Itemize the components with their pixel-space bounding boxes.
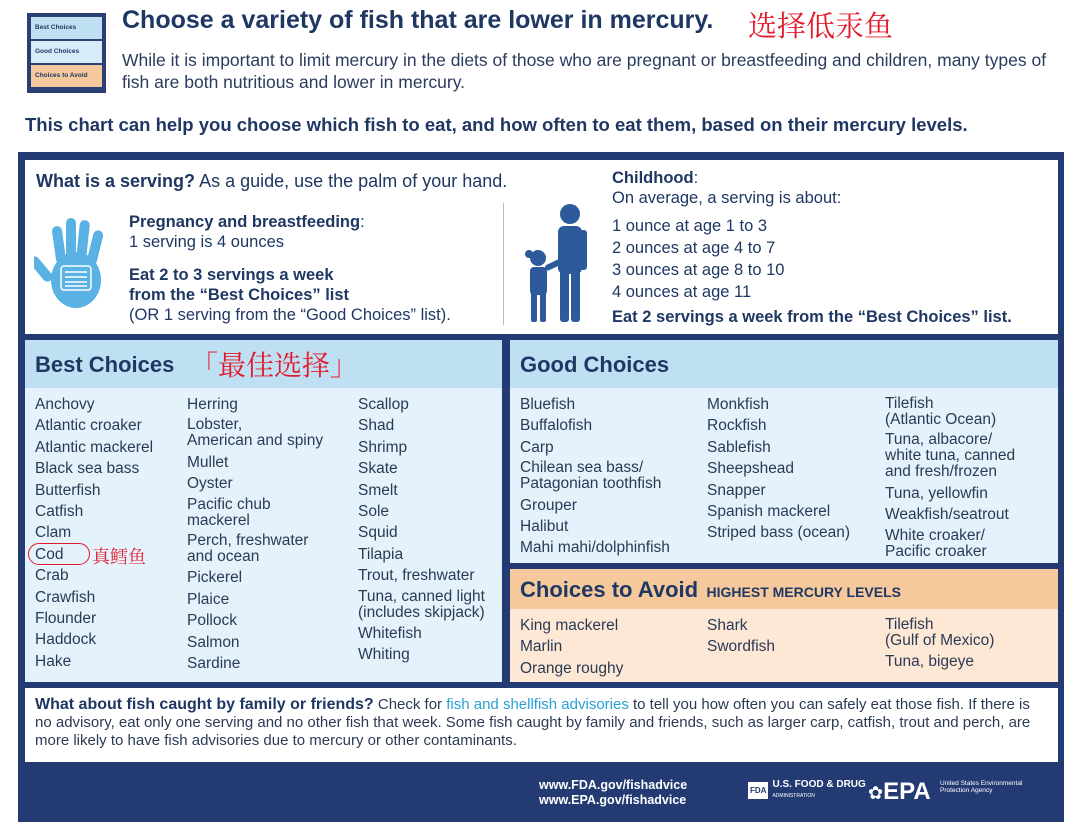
fish-item: Orange roughy: [520, 659, 624, 677]
avoid-subtitle: HIGHEST MERCURY LEVELS: [706, 584, 901, 600]
page-title-cn-annotation: 选择低汞鱼: [748, 9, 894, 43]
pregnancy-serving: 1 serving is 4 ounces: [129, 233, 285, 251]
fish-item: Clam: [35, 524, 72, 542]
fda-sub: ADMINISTRATION: [772, 793, 815, 799]
fish-item: Grouper: [520, 496, 577, 514]
cod-highlight-circle: [28, 543, 90, 565]
note-question: What about fish caught by family or friends?: [35, 696, 374, 713]
fish-item: Perch, freshwater: [187, 531, 309, 549]
fish-item: Herring: [187, 396, 238, 413]
fish-item: Butterfish: [35, 481, 101, 499]
fish-item: Skate: [358, 460, 398, 478]
epa-logo: [868, 778, 931, 806]
fish-item: Scallop: [358, 396, 409, 413]
fish-item: Buffalofish: [520, 417, 593, 435]
chart-legend-thumbnail: [27, 13, 106, 93]
epa-wordmark: EPA: [883, 778, 931, 805]
footer-links: [539, 778, 687, 808]
childhood-colon: :: [693, 169, 699, 187]
note-pre: Check for: [377, 696, 443, 713]
fish-item: Smelt: [358, 481, 398, 499]
fish-item: Weakfish/seatrout: [885, 506, 1009, 524]
fish-item: Mullet: [187, 453, 229, 471]
childhood-heading: [612, 168, 698, 188]
age-serving: 4 ounces at age 11: [612, 283, 752, 301]
fish-item: Lobster,: [187, 416, 243, 434]
fish-item: Hake: [35, 652, 72, 670]
fda-logo: [748, 780, 866, 801]
fish-item: American and spiny: [187, 432, 324, 450]
fish-item: Pacific croaker: [885, 542, 987, 560]
fish-item-cod: Cod: [35, 545, 64, 563]
epa-agency-name: United States Environmental Protection Agency: [940, 780, 1023, 794]
fish-item: Black sea bass: [35, 460, 140, 478]
fish-item: Patagonian toothfish: [520, 475, 662, 493]
legend-best: Best Choices: [31, 17, 102, 39]
pregnancy-heading: [129, 212, 365, 232]
family-fish-note: [25, 688, 1058, 762]
pregnancy-title: Pregnancy and breastfeeding: [129, 213, 361, 231]
fish-item: Tilapia: [358, 545, 404, 563]
fish-item: Atlantic croaker: [35, 417, 142, 435]
fish-item: White croaker/: [885, 526, 985, 544]
fish-item: and ocean: [187, 547, 260, 565]
age-serving: 2 ounces at age 4 to 7: [612, 239, 776, 257]
age-serving: 1 ounce at age 1 to 3: [612, 217, 768, 235]
fish-item: Crab: [35, 567, 69, 585]
fish-item: Plaice: [187, 590, 230, 608]
fish-item: Snapper: [707, 481, 766, 499]
fish-item: Catfish: [35, 502, 84, 520]
fish-item: Sardine: [187, 654, 241, 672]
avoid-title: Choices to Avoid: [520, 577, 699, 602]
fish-item: Sheepshead: [707, 460, 795, 478]
good-choices-title: Good Choices: [520, 352, 670, 377]
good-col-2: [707, 396, 850, 546]
good-col-1: [520, 396, 670, 561]
fish-item: Tuna, albacore/: [885, 431, 993, 449]
fish-item: Trout, freshwater: [358, 567, 475, 585]
fish-item: Whiting: [358, 646, 410, 664]
fish-item: and fresh/frozen: [885, 463, 998, 481]
fish-item: Halibut: [520, 517, 569, 535]
fish-item: Squid: [358, 524, 398, 542]
fish-item: Striped bass (ocean): [707, 524, 851, 542]
fish-item: King mackerel: [520, 617, 619, 634]
fda-link[interactable]: www.FDA.gov/fishadvice: [539, 778, 688, 792]
childhood-eat: Eat 2 servings a week from the “Best Choices” list.: [612, 308, 1012, 326]
page-subtitle: While it is important to limit mercury in the diets of those who are pregnant or breastfeeding and children, many types of fish are both nutritious and lower in mercury.: [122, 50, 1047, 92]
fish-item: Anchovy: [35, 396, 95, 413]
page-title: Choose a variety of fish that are lower in mercury.: [122, 6, 714, 34]
best-col-3: [358, 396, 485, 668]
serving-heading: [36, 170, 507, 192]
fish-item: Rockfish: [707, 417, 767, 435]
pregnancy-eat-1: Eat 2 to 3 servings a week: [129, 266, 334, 284]
good-col-3: [885, 396, 1015, 564]
fish-item: Shark: [707, 617, 748, 634]
avoid-heading: [520, 577, 901, 603]
cod-cn-annotation: 真鳕鱼: [92, 547, 146, 568]
fish-item: Crawfish: [35, 588, 96, 606]
fish-item: Carp: [520, 438, 554, 456]
childhood-title: Childhood: [612, 169, 694, 187]
fish-item: Bluefish: [520, 396, 576, 413]
fish-item: white tuna, canned: [885, 447, 1016, 465]
avoid-col-2: [707, 617, 775, 660]
fish-item: Mahi mahi/dolphinfish: [520, 539, 670, 557]
best-choices-cn-annotation: 「最佳选择」: [190, 349, 359, 382]
advisories-link[interactable]: fish and shellfish advisories: [446, 696, 629, 713]
avoid-col-3: [885, 617, 994, 675]
legend-good: Good Choices: [31, 41, 102, 63]
fish-item: (Gulf of Mexico): [885, 632, 995, 649]
note-body: to tell you how often you can safely eat those fish. If there is no advisory, eat only one serving and no other fish that week. Some fish caught by family and friends, such as larger carp, catfish, trout and perch, are more likely to have fish advisories due to mercury or other contaminants.: [35, 696, 1031, 749]
parent-child-icon: [520, 202, 595, 326]
fish-item: Shad: [358, 417, 395, 435]
best-col-1: [35, 396, 153, 674]
fda-badge: FDA: [748, 782, 768, 799]
serving-question: What is a serving?: [36, 171, 196, 191]
pregnancy-colon: :: [360, 213, 365, 231]
fish-item: Tuna, bigeye: [885, 653, 975, 671]
childhood-ages-list: [612, 216, 784, 302]
fish-item: Tilefish: [885, 395, 934, 412]
best-col-2: [187, 396, 323, 676]
fish-item: (Atlantic Ocean): [885, 411, 997, 428]
pregnancy-eat-2: from the “Best Choices” list: [129, 286, 350, 304]
fish-item: Swordfish: [707, 638, 776, 656]
fish-item: Atlantic mackerel: [35, 438, 154, 456]
epa-link[interactable]: www.EPA.gov/fishadvice: [539, 793, 687, 807]
best-choices-title: Best Choices: [35, 352, 175, 377]
fish-item: Chilean sea bass/: [520, 459, 644, 477]
pregnancy-eat-3: (OR 1 serving from the “Good Choices” list).: [129, 306, 451, 324]
lead-text: This chart can help you choose which fish to eat, and how often to eat them, based on their mercury levels.: [25, 114, 968, 135]
fish-item: Whitefish: [358, 624, 422, 642]
fish-item: Pollock: [187, 612, 237, 630]
fish-item: Salmon: [187, 633, 240, 651]
fish-item: Pickerel: [187, 569, 243, 587]
legend-avoid: Choices to Avoid: [31, 65, 102, 87]
fish-item: Sablefish: [707, 438, 771, 456]
fish-item: Haddock: [35, 631, 97, 649]
fish-item: mackerel: [187, 511, 250, 529]
fish-item: (includes skipjack): [358, 603, 485, 621]
fda-name: U.S. FOOD & DRUG: [772, 779, 866, 790]
fish-item: Pacific chub: [187, 495, 271, 513]
fish-item: Sole: [358, 502, 390, 520]
fish-item: Monkfish: [707, 396, 770, 413]
fish-item: Tuna, canned light: [358, 587, 485, 605]
serving-guide: As a guide, use the palm of your hand.: [199, 171, 508, 191]
fish-item: Spanish mackerel: [707, 502, 831, 520]
fish-item: Shrimp: [358, 438, 408, 456]
fish-item: Oyster: [187, 475, 233, 493]
fish-item: Marlin: [520, 638, 563, 656]
serving-divider: [503, 203, 504, 325]
avoid-col-1: [520, 617, 623, 681]
fish-item: Tilefish: [885, 616, 934, 633]
fish-item: Tuna, yellowfin: [885, 484, 988, 502]
childhood-intro: On average, a serving is about:: [612, 189, 842, 207]
fish-item: Flounder: [35, 609, 97, 627]
age-serving: 3 ounces at age 8 to 10: [612, 261, 785, 279]
epa-flower-icon: ✿: [868, 783, 884, 803]
palm-hand-icon: [34, 214, 118, 314]
